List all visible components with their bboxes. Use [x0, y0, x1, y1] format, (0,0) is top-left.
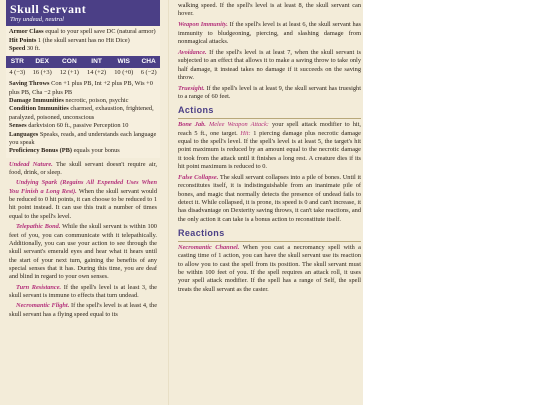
ability-header: STR	[6, 56, 29, 68]
trait-paragraph: Undead Nature. The skull servant doesn't require air, food, drink, or sleep.	[9, 160, 157, 176]
attack-type: Melee Weapon Attack:	[208, 121, 269, 129]
ability-scores-table	[6, 56, 160, 79]
senses-line: Senses darkvision 60 ft., passive Perception 10	[9, 122, 129, 130]
trait-name: Necromantic Flight.	[16, 302, 70, 310]
trait-name: Undead Nature.	[9, 160, 53, 168]
action-name: False Collapse.	[178, 173, 219, 181]
ability-header: WIS	[110, 56, 137, 68]
trait-paragraph: Truesight. If the spell's level is at least 9, the skull servant has truesight to a range of 60 feet.	[178, 84, 361, 101]
trait-name: Undying Spark (Regains All Expended Uses When You Finish a Long Rest).	[9, 179, 157, 195]
ability-value-row	[6, 68, 160, 79]
ability-header: DEX	[29, 56, 56, 68]
ability-value: 6 (−2)	[140, 69, 157, 77]
trait-paragraph: Undying Spark (Regains All Expended Uses When You Finish a Long Rest). When the skull servant would be reduced to 0 hit points, it can choose to be reduced to 1 hit point instead. It can use this trait a number of times equal to the spell's level.	[9, 179, 157, 220]
ability-value: 4 (−3)	[9, 69, 26, 77]
creature-subtitle: Tiny undead, neutral	[10, 15, 64, 23]
creature-title-bar	[6, 0, 160, 26]
condition-immunities-line: Condition Immunities charmed, exhaustion, frightened, paralyzed, poisoned, unconscious	[9, 105, 154, 121]
ability-value: 10 (+0)	[114, 69, 134, 77]
reaction-paragraph: Necromantic Channel. When you cast a necromancy spell with a casting time of 1 action, you can have the skull servant use its reaction to allow you to cast the spell from its position. The skull servant must be within 100 feet of you. If the spell requires an attack roll, it uses your spell attack modifier. If the spell has a range of Self, the spell treats the skull servant as the caster.	[178, 244, 361, 293]
hit-points-line: Hit Points 1 (the skull servant has no Hit Dice)	[9, 36, 130, 44]
ability-header-row	[6, 56, 160, 68]
trait-paragraph: Telepathic Bond. While the skull servant is within 100 feet of you, you can communicate with it telepathically. Additionally, you can use your action to see through the skull servant's emerald eyes and hear what it hears until the start of your next turn, gaining the benefits of any special senses that it has. During this time, you are deaf and blind in regard to your own senses.	[9, 223, 157, 281]
action-name: Bone Jab.	[178, 121, 206, 129]
actions-heading: Actions	[178, 105, 361, 119]
ability-header: INT	[83, 56, 110, 68]
armor-class-line: Armor Class equal to your spell save DC (natural armor)	[9, 28, 156, 36]
ability-header: CHA	[137, 56, 160, 68]
left-column	[0, 0, 160, 321]
blank-margin-area	[363, 0, 540, 405]
action-paragraph: False Collapse. The skull servant collapses into a pile of bones. Until it reconstitutes itself, it is indistinguishable from an inanimate pile of bones, and magic that normally detects the presence of undead fails to detect it. While collapsed, it is prone, its speed is 0 and can't increase, it has disadvantage on Dexterity saving throws, it can't take reactions, and the only action it can take is a bonus action to reconstitute itself.	[178, 173, 361, 223]
saving-throws-line: Saving Throws Con +1 plus PB, Int +2 plus PB, Wis +0 plus PB, Cha −2 plus PB	[9, 80, 153, 96]
reaction-name: Necromantic Channel.	[178, 244, 240, 252]
speed-line: Speed 30 ft.	[9, 44, 41, 52]
languages-line: Languages Speaks, reads, and understands each language you speak	[9, 130, 157, 146]
stat-block	[6, 0, 160, 158]
trait-name: Weapon Immunity.	[178, 21, 228, 29]
proficiency-bonus-line: Proficiency Bonus (PB) equals your bonus	[9, 147, 120, 155]
trait-name: Turn Resistance.	[16, 283, 62, 291]
reactions-heading: Reactions	[178, 228, 361, 242]
trait-name: Telepathic Bond.	[16, 223, 61, 231]
ability-value: 14 (+2)	[87, 69, 107, 77]
action-paragraph: Bone Jab. Melee Weapon Attack: your spell attack modifier to hit, reach 5 ft., one target. Hit: 1 piercing damage plus necrotic damage equal to the spell's level. If the spell's level is at least 5, the target's hit point maximum is reduced by an amount equal to the necrotic damage it took from the attack until it finishes a long rest. A creature dies if its hit point maximum is reduced to 0.	[178, 121, 361, 171]
hit-label: Hit:	[240, 129, 251, 137]
ability-header: CON	[56, 56, 83, 68]
creature-name: Skull Servant	[10, 2, 87, 16]
left-traits	[0, 161, 160, 319]
column-divider	[168, 0, 169, 405]
middle-column	[178, 0, 363, 297]
trait-name: Avoidance.	[178, 48, 207, 56]
damage-immunities-line: Damage Immunities necrotic, poison, psychic	[9, 97, 129, 105]
ability-value: 16 (+3)	[32, 69, 52, 77]
ability-value: 12 (+1)	[59, 69, 79, 77]
trait-paragraph: Avoidance. If the spell's level is at least 7, when the skull servant is subjected to an effect that allows it to make a saving throw to take only half damage, it instead takes no damage if it succeeds on the saving throw.	[178, 48, 362, 81]
trait-paragraph: Necromantic Flight. If the spell's level is at least 4, the skull servant has a flying speed equal to its	[9, 302, 158, 318]
trait-paragraph: Weapon Immunity. If the spell's level is at least 6, the skull servant has immunity to bludgeoning, piercing, and slashing damage from nonmagical attacks.	[178, 21, 361, 45]
continued-paragraph: walking speed. If the spell's level is at least 8, the skull servant can hover.	[178, 2, 361, 18]
trait-name: Truesight.	[178, 84, 205, 92]
trait-paragraph: Turn Resistance. If the spell's level is at least 3, the skull servant is immune to effects that turn undead.	[9, 283, 157, 300]
